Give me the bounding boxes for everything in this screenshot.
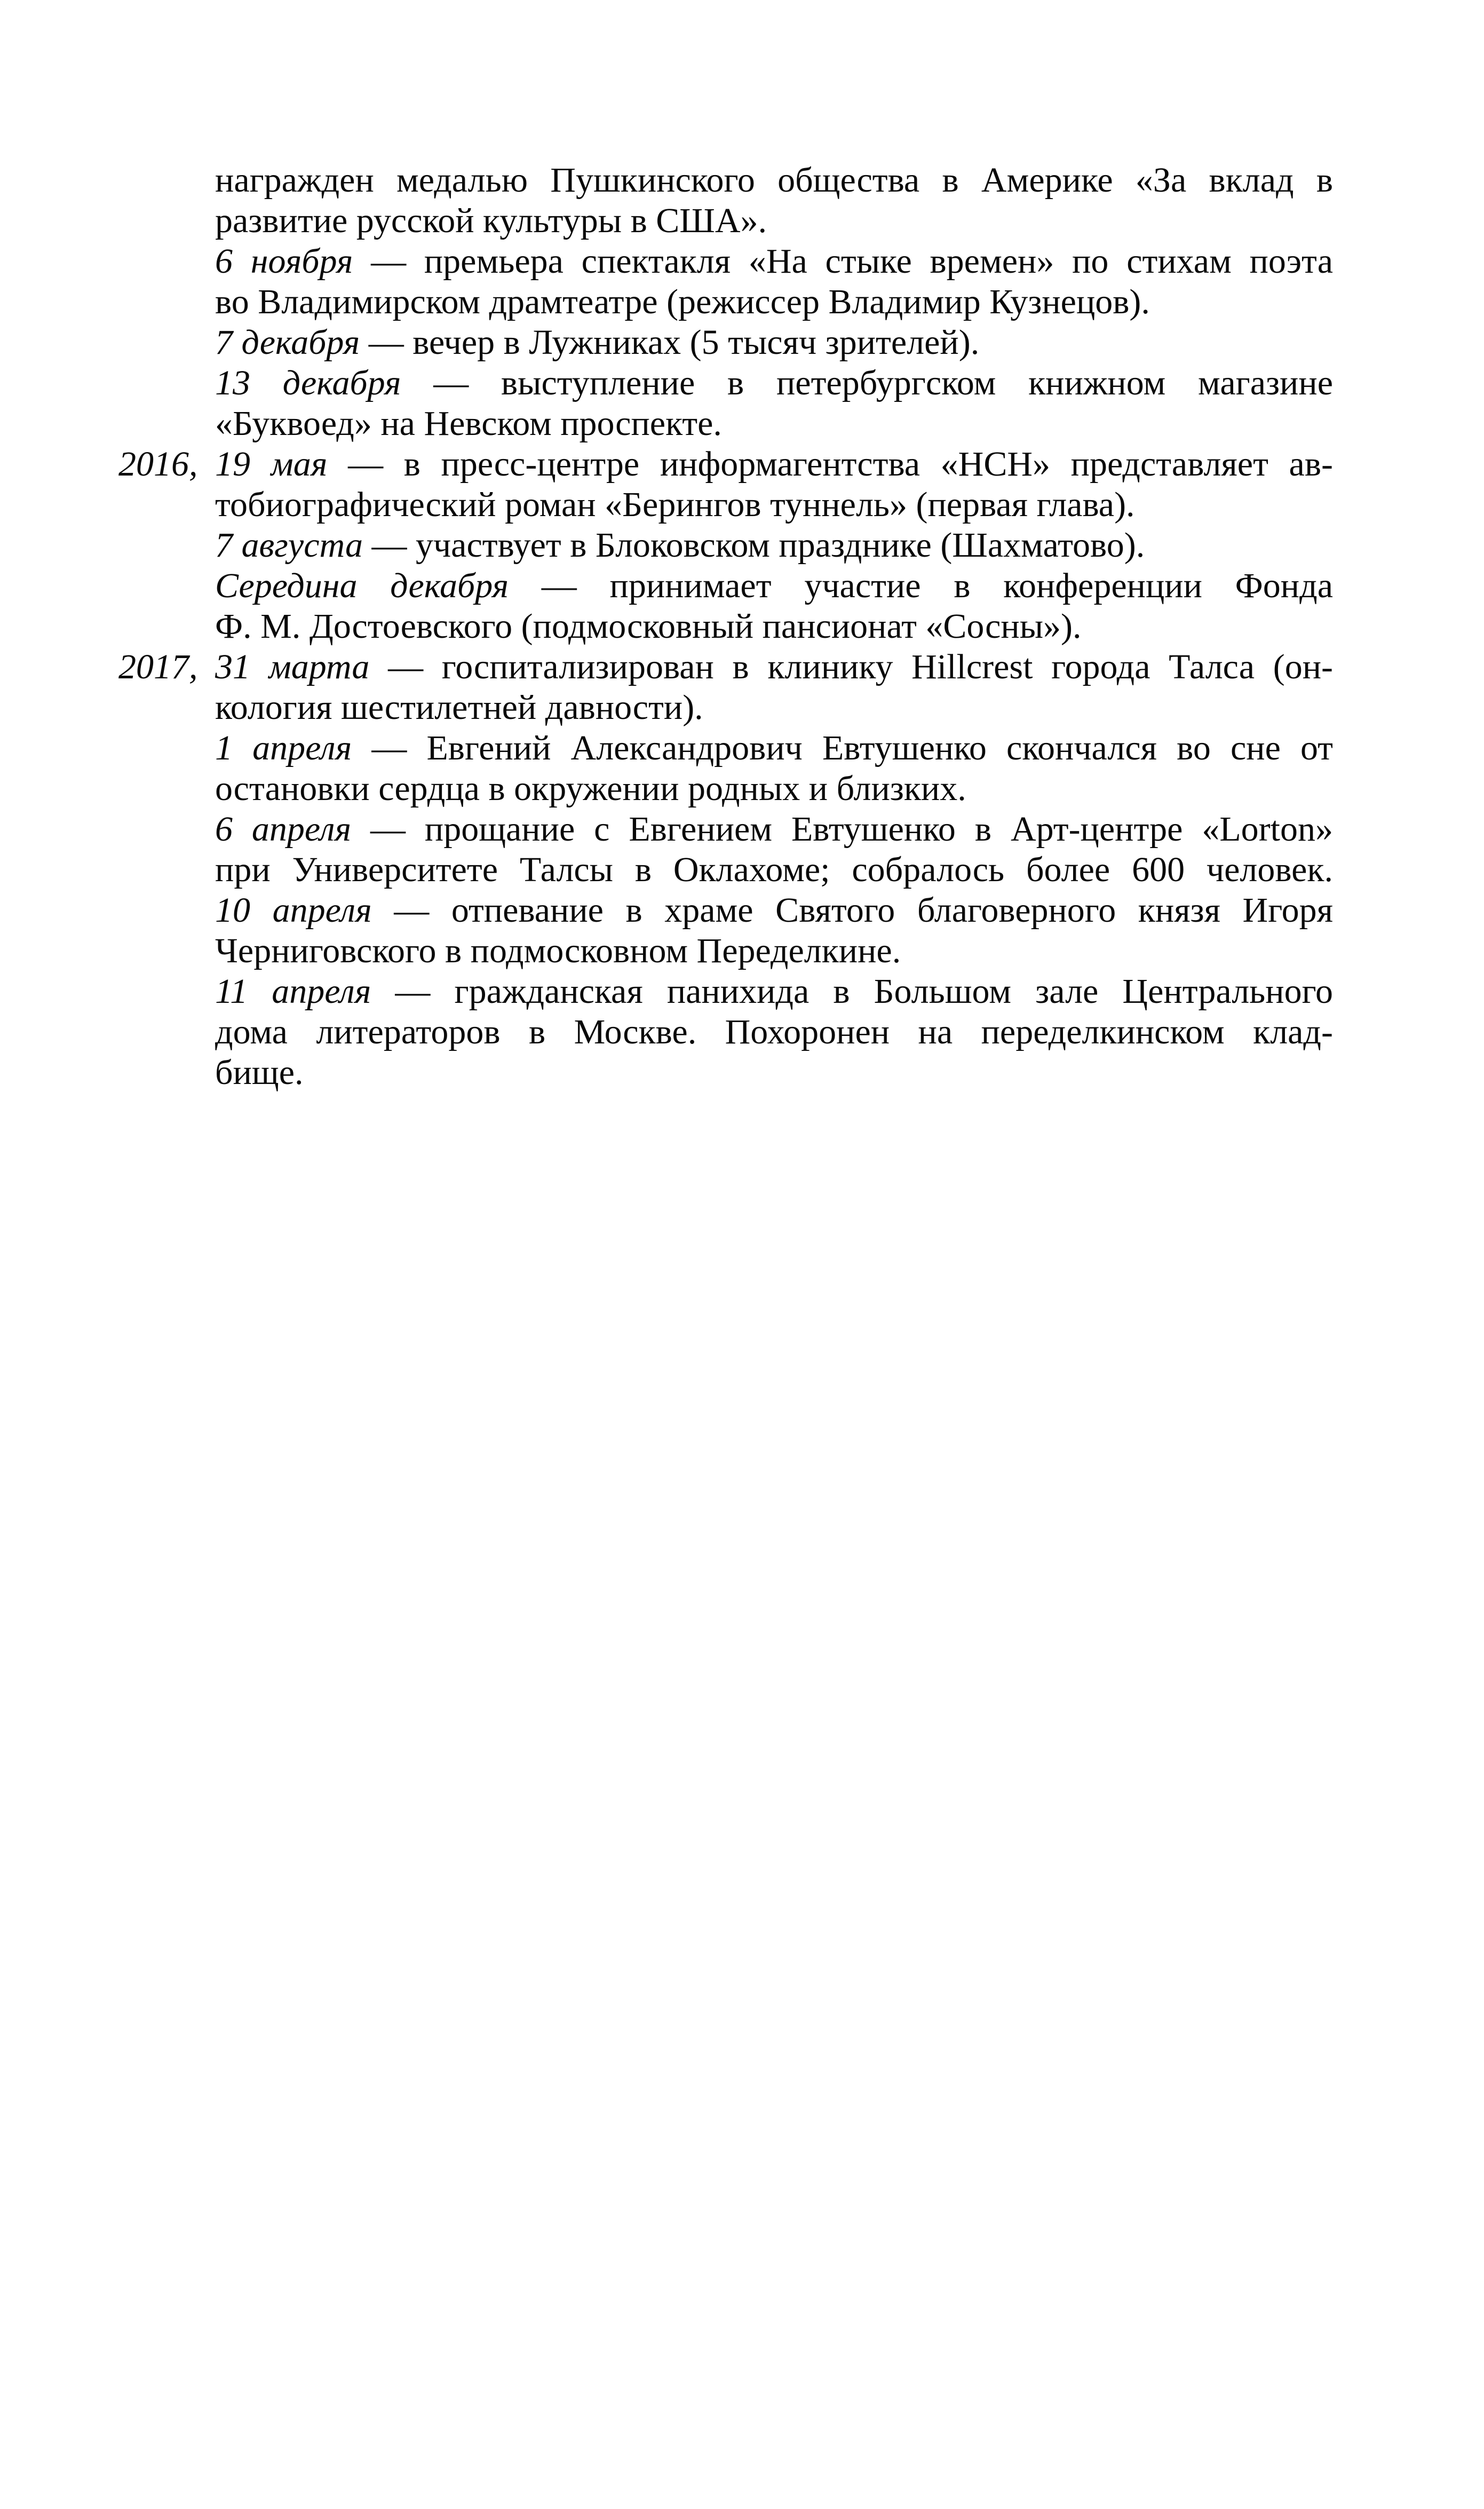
entry-text: — госпитализирован в клинику Hillcrest города Талса (он-: [369, 647, 1334, 686]
text-line: [215, 850, 1333, 890]
entry-text: — гражданская панихида в Большом зале Центрального: [371, 972, 1333, 1011]
entry-text: — в пресс-центре информагентства «НСН» представляет ав-: [327, 445, 1333, 484]
entry-date: 13 декабря: [215, 363, 401, 402]
text-line: [215, 1012, 1333, 1052]
entry-text: бище.: [215, 1053, 304, 1092]
text-line: [215, 769, 1333, 809]
entry-date: 31 марта: [215, 647, 370, 686]
text-line: [215, 687, 1333, 728]
entry-date: 19 мая: [215, 445, 328, 484]
entry-text: — участвует в Блоковском празднике (Шахматово).: [362, 526, 1145, 565]
text-line: [215, 241, 1333, 282]
entry-text: тобиографический роман «Берингов туннель» (первая глава).: [215, 485, 1135, 524]
text-line: [215, 363, 1333, 403]
text-line: [215, 606, 1333, 647]
entry-text: Черниговского в подмосковном Переделкине.: [215, 931, 901, 970]
text-line: [215, 1052, 1333, 1093]
text-line: [215, 201, 1333, 241]
text-line: [215, 809, 1333, 850]
year-label: 2016,: [118, 445, 198, 484]
entry-date: 7 декабря: [215, 323, 360, 362]
entry-date: 1 апреля: [215, 729, 352, 767]
entry-text: кология шестилетней давности).: [215, 688, 703, 727]
entry-text: — выступление в петербургском книжном магазине: [401, 363, 1333, 402]
text-line: [215, 282, 1333, 322]
text-line: [215, 566, 1333, 606]
entry-text: остановки сердца в окружении родных и близких.: [215, 769, 966, 808]
text-line: [215, 525, 1333, 566]
entry-date: 10 апреля: [215, 891, 372, 930]
entry-text: во Владимирском драмтеатре (режиссер Владимир Кузнецов).: [215, 282, 1150, 321]
year-label: 2017,: [118, 647, 198, 686]
entry-date: 6 ноября: [215, 242, 353, 281]
text-line: [215, 322, 1333, 363]
text-line: [215, 728, 1333, 769]
entry-date: 11 апреля: [215, 972, 371, 1011]
text-line: [215, 403, 1333, 444]
entry-text: «Буквоед» на Невском проспекте.: [215, 404, 722, 443]
text-line: [215, 890, 1333, 931]
text-line: [215, 485, 1333, 525]
entry-text: дома литераторов в Москве. Похоронен на переделкинском клад-: [215, 1012, 1333, 1051]
entry-text: награжден медалью Пушкинского общества в Америке «За вклад в: [215, 161, 1333, 200]
entry-text: — Евгений Александрович Евтушенко скончался во сне от: [352, 729, 1333, 767]
entry-text: Ф. М. Достоевского (подмосковный пансионат «Сосны»).: [215, 607, 1082, 646]
entry-text: — прощание с Евгением Евтушенко в Арт-центре «Lorton»: [351, 810, 1333, 849]
entry-text: — принимает участие в конференции Фонда: [509, 566, 1334, 605]
entry-text: — отпевание в храме Святого благоверного князя Игоря: [371, 891, 1333, 930]
text-line: [215, 931, 1333, 971]
text-line: [215, 647, 1333, 687]
entry-text: при Университете Талсы в Оклахоме; собралось более 600 человек.: [215, 850, 1333, 889]
entry-text: — премьера спектакля «На стыке времен» по стихам поэта: [353, 242, 1334, 281]
entry-text: развитие русской культуры в США».: [215, 201, 767, 240]
text-line: [215, 971, 1333, 1012]
entry-date: 6 апреля: [215, 810, 352, 849]
entry-date: Середина декабря: [215, 566, 509, 605]
text-line: [215, 160, 1333, 201]
text-line: [215, 444, 1333, 485]
entry-date: 7 августа: [215, 526, 363, 565]
entry-text: — вечер в Лужниках (5 тысяч зрителей).: [360, 323, 980, 362]
